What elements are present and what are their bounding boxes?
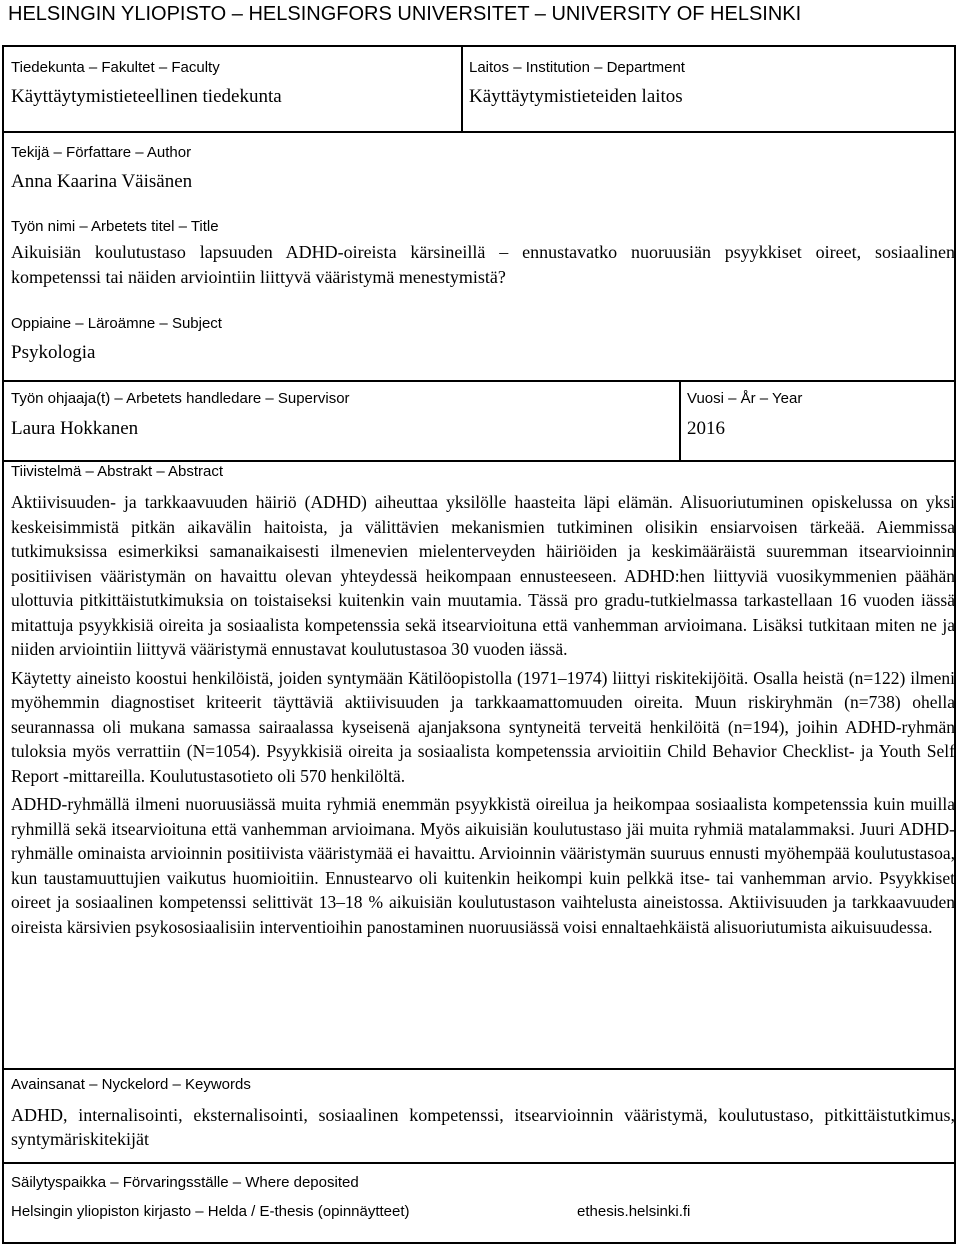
deposited-box (2, 1162, 956, 1244)
subject-label: Oppiaine – Läroämne – Subject (11, 315, 222, 332)
author-value: Anna Kaarina Väisänen (11, 171, 193, 192)
university-header: HELSINGIN YLIOPISTO – HELSINGFORS UNIVERSITET – UNIVERSITY OF HELSINKI (8, 3, 802, 25)
keywords-box (2, 1068, 956, 1164)
title-row (4, 208, 954, 308)
abstract-label: Tiivistelmä – Abstrakt – Abstract (11, 463, 224, 480)
faculty-department-box (2, 45, 956, 133)
subject-row (4, 308, 954, 380)
faculty-label: Tiedekunta – Fakultet – Faculty (11, 59, 220, 76)
abstract-paragraph: Käytetty aineisto koostui henkilöistä, joiden syntymään Kätilöopistolla (1971–1974) liittyi riskitekijöitä. Osalla heistä (n=122) ilmeni myöhemmin diagnostiset kriteerit täyttäviä aktiivisuuden ja tarkkaamattomuuden oireita. Muun riskiryhmän (n=738) ohella seurannassa oli mukana samassa sairaalassa kyseisenä ajanjaksona syntyneitä terveitä henkilöitä (n=194), joihin ADHD-ryhmän tuloksia myös verrattiin (N=1054). Psyykkisiä oireita ja sosiaalista kompetenssia arvioitiin Child Behavior Checklist- ja Youth Self Report -mittareilla. Koulutustasotieto oli 570 henkilöltä. (11, 667, 955, 786)
abstract-paragraph: Aktiivisuuden- ja tarkkaavuuden häiriö (ADHD) aiheuttaa yksilölle haasteita läpi elämän. Alisuoriutuminen opiskelussa on yksi keskeisimmistä pitkän aikavälin haitoista, ja välittävien mekanismien tutkiminen olisikin ensiarvoisen tärkeää. Aiemmissa tutkimuksissa esimerkiksi samanaikaisesti ilmenevien mielenterveyden häiriöiden ja keskimääräistä suuremman itsearvioinnin positiivisen vääristymän on havaittu olevan yhteydessä heikompaan ennusteeseen. ADHD:hen liittyviä vuosikymmenien päähän ulottuvia pitkittäistutkimuksia on toistaiseksi kuitenkin vain muutamia. Tässä pro gradu-tutkielmassa tarkastellaan 16 vuoden iässä mitattuja psyykkisiä oireita ja sosiaalista kompetenssia sekä itsearvioituna että vanhemman arvioimana. Lisäksi tutkitaan miten ne ja niiden arviointiin liittyvä vääristymä ennustavat koulutustasoa 30 vuoden iässä. (11, 492, 955, 659)
abstract-body (11, 490, 955, 939)
author-row (4, 133, 954, 208)
deposited-value: Helsingin yliopiston kirjasto – Helda / E-thesis (opinnäytteet) (11, 1203, 410, 1220)
deposited-label: Säilytyspaikka – Förvaringsställe – Where deposited (11, 1174, 359, 1191)
abstract-paragraph: ADHD-ryhmällä ilmeni nuoruusiässä muita ryhmiä enemmän psyykkistä oireilua ja heikompaa sosiaalista kompetenssia kuin muilla ryhmillä sekä itsearvioituna että vanhemman arvioimana. Myös aikuisiän koulutustaso jäi muita ryhmiä matalammaksi. Juuri ADHD-ryhmälle ominaista arvioinnin positiivista vääristymää ei havaittu. Arvioinnin vääristymän suuruus ennusti myöhempää koulutustasoa, kun taustamuuttujien vaikutus huomioitiin. Ennustearvo oli kuitenkin heikompi kuin pelkkä itse- tai vanhemman arvio. Psyykkiset oireet ja sosiaalinen kompetenssi selittivät 13–18 % aikuisiän koulutustason vaihtelusta aineistossa. Aktiivisuuden ja tarkkaavuuden oireista kärsivien psykososiaalisiin interventioihin panostaminen nuoruusiässä voisi ennaltaehkäistä alisuoriutumista aikuisuudessa. (11, 794, 955, 937)
author-label: Tekijä – Författare – Author (11, 144, 192, 161)
department-label: Laitos – Institution – Department (469, 59, 685, 76)
department-value: Käyttäytymistieteiden laitos (469, 86, 683, 107)
faculty-value: Käyttäytymistieteellinen tiedekunta (11, 86, 282, 107)
subject-value: Psykologia (11, 342, 96, 363)
column-divider (461, 47, 463, 131)
keywords-label: Avainsanat – Nyckelord – Keywords (11, 1076, 251, 1093)
supervisor-year-row (4, 380, 954, 462)
deposited-url-link[interactable]: ethesis.helsinki.fi (577, 1203, 691, 1220)
year-value: 2016 (687, 418, 725, 439)
supervisor-label: Työn ohjaaja(t) – Arbetets handledare – Supervisor (11, 390, 350, 407)
title-value: Aikuisiän koulutustaso lapsuuden ADHD-oireista kärsineillä – ennustavatko nuoruusiän psyykkiset oireet, sosiaalinen kompetenssi tai näiden arviointiin liittyvä vääristymä menestymistä? (11, 242, 955, 287)
keywords-value: ADHD, internalisointi, eksternalisointi, sosiaalinen kompetenssi, itsearvioinnin vääristymä, koulutustaso, pitkittäistutkimus, syntymäriskitekijät (11, 1105, 955, 1149)
year-label: Vuosi – År – Year (687, 390, 803, 407)
main-form-box (2, 131, 956, 1070)
column-divider (679, 382, 681, 462)
title-label: Työn nimi – Arbetets titel – Title (11, 218, 219, 235)
abstract-row (4, 460, 954, 1072)
supervisor-value: Laura Hokkanen (11, 418, 139, 439)
